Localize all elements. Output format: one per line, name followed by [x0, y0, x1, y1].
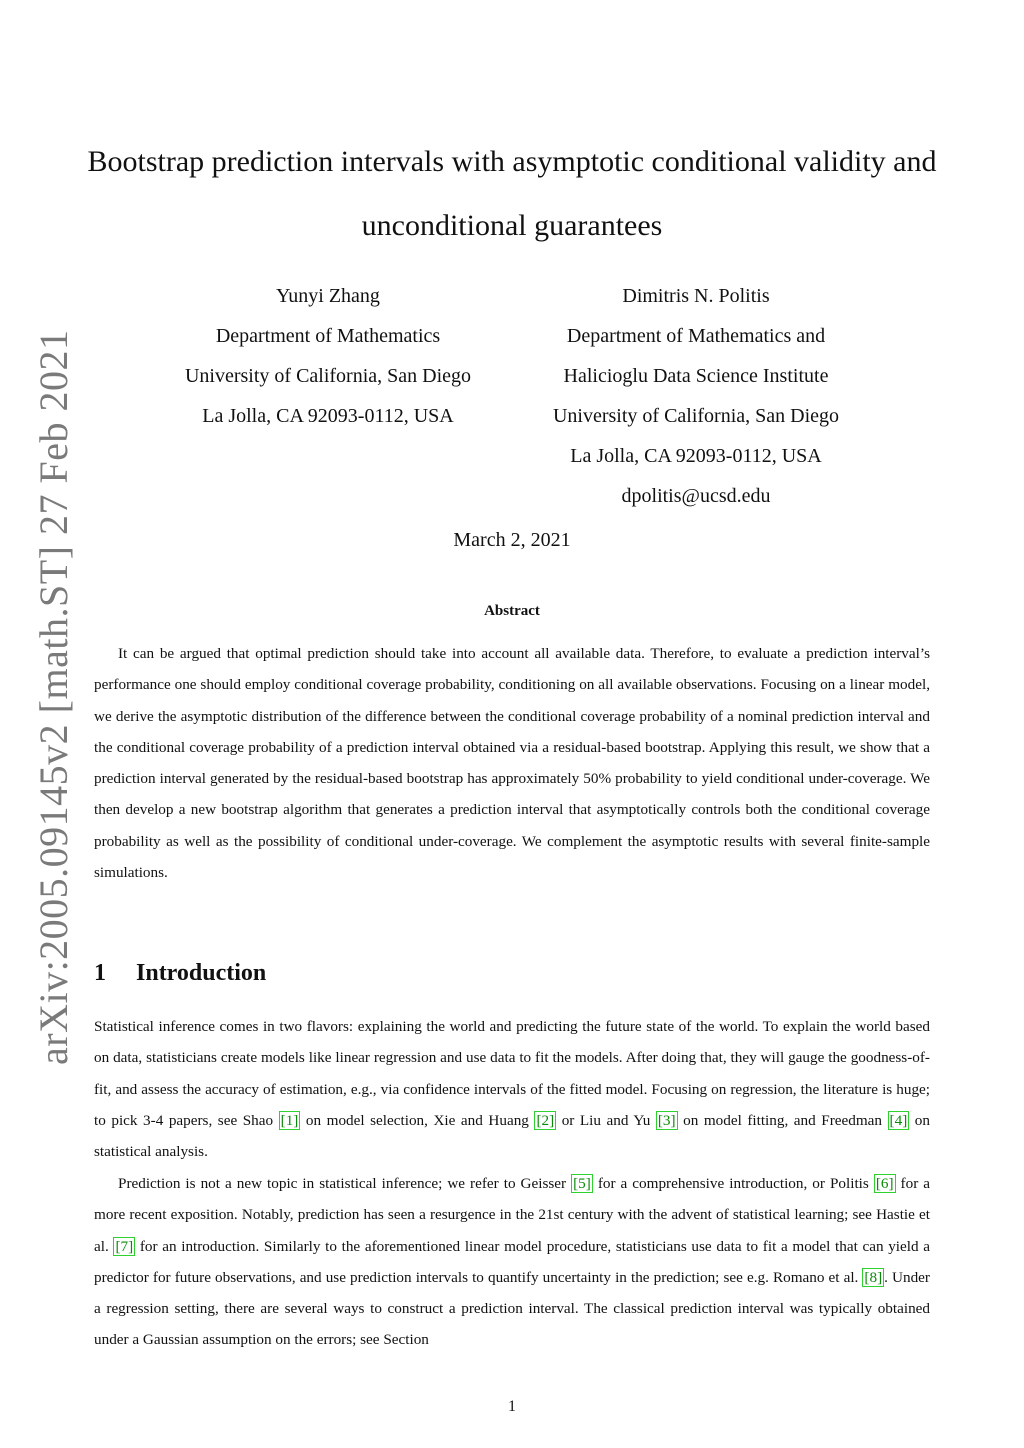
author-affiliation: Halicioglu Data Science Institute: [563, 365, 829, 387]
section-number: 1: [94, 960, 106, 986]
publication-date: March 2, 2021: [453, 529, 571, 551]
section-title: Introduction: [136, 960, 267, 986]
author-name: Yunyi Zhang: [276, 285, 380, 307]
abstract-heading: Abstract: [484, 603, 540, 619]
body-paragraph: Prediction is not a new topic in statistical inference; we refer to Geisser [5] for a comprehensive introduction, or Politis [6] for a more recent exposition. Notably, prediction has seen a resurgence in the 21st century with the advent of statistical learning; see Hastie et al. [7] for an introduction. Similarly to the aforementioned linear model procedure, statisticians use data to fit a model that can yield a predictor for future observations, and use prediction intervals to quantify uncertainty in the prediction; see e.g. Romano et al. [8] . Under a regression setting, there are several ways to construct a prediction interval. The classical prediction interval was typically obtained under a Gaussian assumption on the errors; see Section: [94, 1175, 931, 1349]
abstract-text: It can be argued that optimal prediction should take into account all available data. Therefore, to evaluate a prediction interval’s performance one should employ conditional coverage probability, conditioning on all available observations. Focusing on a linear model, we derive the asymptotic distribution of the difference between the conditional coverage probability of a nominal prediction interval and the conditional coverage probability of a prediction interval obtained via a residual-based bootstrap. Applying this result, we show that a prediction interval generated by the residual-based bootstrap has approximately 50% probability to yield conditional under-coverage. We then develop a new bootstrap algorithm that generates a prediction interval that asymptotically controls both the conditional coverage probability as well as the possibility of conditional under-coverage. We complement the asymptotic results with several finite-sample simulations.: [94, 645, 930, 882]
citation-link-4[interactable]: [4]: [889, 1111, 908, 1129]
author-affiliation: University of California, San Diego: [184, 365, 472, 387]
author-address: La Jolla, CA 92093-0112, USA: [202, 405, 454, 427]
citation-link-5[interactable]: [5]: [573, 1175, 591, 1192]
citation-link-7[interactable]: [7]: [115, 1237, 134, 1255]
author-affiliation: University of California, San Diego: [552, 405, 840, 427]
author-name: Dimitris N. Politis: [622, 285, 770, 307]
body-paragraph: Statistical inference comes in two flavors: explaining the world and predicting the future state of the world. To explain the world based on data, statisticians create models like linear regression and use data to fit the models. After doing that, they will gauge the goodness-of-fit, and assess the accuracy of estimation, e.g., via confidence intervals of the fitted model. Focusing on regression, the literature is huge; to pick 3-4 papers, see Shao [1] on model selection, Xie and Huang [2] or Liu and Yu [3] on model fitting, and Freedman [4] on statistical analysis.: [94, 1018, 930, 1161]
author-affiliation: Department of Mathematics: [215, 325, 441, 347]
citation-link-1[interactable]: [1]: [280, 1111, 299, 1129]
paper-title: Bootstrap prediction intervals with asymptotic conditional validity and unconditional guarantees: [87, 145, 937, 242]
citation-link-2[interactable]: [2]: [536, 1111, 555, 1129]
page-number: 1: [508, 1398, 516, 1415]
author-affiliation: Department of Mathematics and: [566, 325, 826, 347]
author-email: dpolitis@ucsd.edu: [621, 485, 771, 507]
citation-link-6[interactable]: [6]: [875, 1175, 894, 1192]
section-heading-introduction: [94, 960, 266, 987]
author-block-1: [128, 276, 528, 436]
arxiv-identifier-stamp: arXiv:2005.09145v2 [math.ST] 27 Feb 2021: [31, 329, 76, 1065]
author-block-2: [496, 276, 896, 516]
author-address: La Jolla, CA 92093-0112, USA: [570, 445, 822, 467]
citation-link-3[interactable]: [3]: [657, 1111, 676, 1129]
citation-link-8[interactable]: [8]: [864, 1268, 883, 1286]
